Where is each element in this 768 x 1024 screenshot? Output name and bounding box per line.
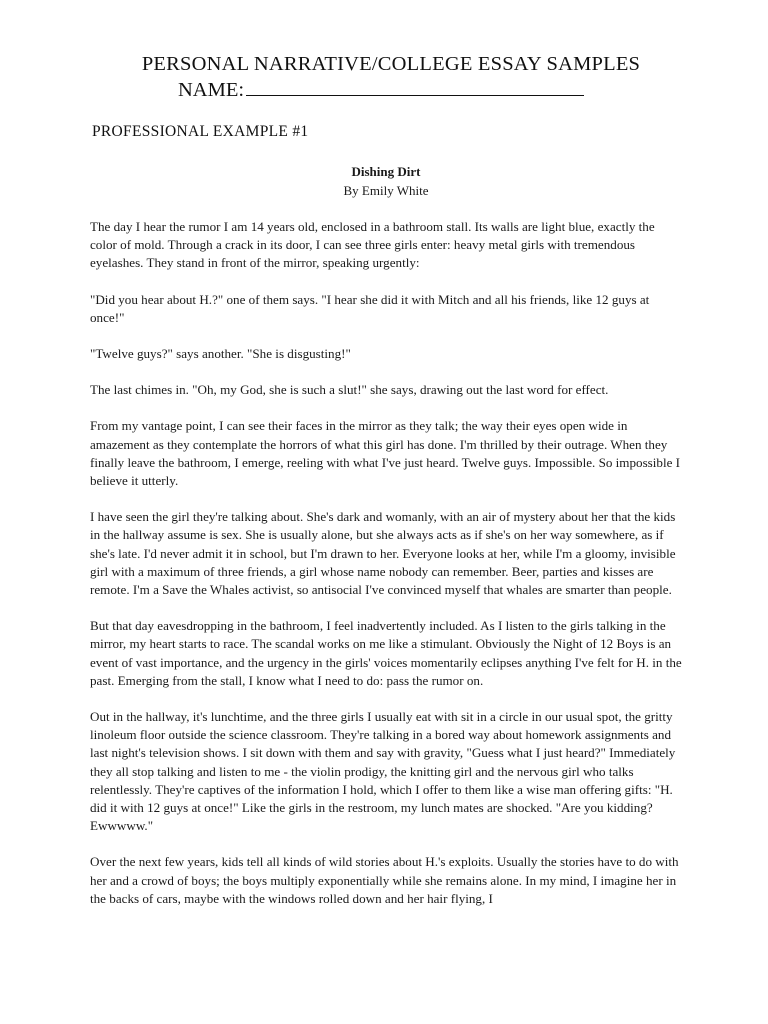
paragraph: But that day eavesdropping in the bathroom, I feel inadvertently included. As I listen to the girls talking in the mirror, my heart starts to race. The scandal works on me like a stimulant. Obviously the Night of 12 Boys is an event of vast importance, and the urgency in the girls' voices momentarily eclipses anything I've felt for H. in the past. Emerging from the stall, I know what I need to do: pass the rumor on. [90,618,682,688]
paragraph: Over the next few years, kids tell all kinds of wild stories about H.'s exploits. Usually the stories have to do with her and a crowd of boys; the boys multiply exponentially while she remains alone. In my mind, I imagine her in the backs of cars, maybe with the windows rolled down and her hair flying, I [90,854,679,906]
essay-body [90,218,682,908]
name-field-line [178,77,682,103]
paragraph: "Did you hear about H.?" one of them says. "I hear she did it with Mitch and all his friends, like 12 guys at once!" [90,291,650,325]
name-label: NAME: [178,79,245,101]
paragraph: The day I hear the rumor I am 14 years old, enclosed in a bathroom stall. Its walls are light blue, exactly the color of mold. Through a crack in its door, I can see three girls enter: heavy metal girls with tremendous eyelashes. They stand in front of the mirror, speaking urgently: [90,219,655,271]
paragraph: From my vantage point, I can see their faces in the mirror as they talk; the way their eyes open wide in amazement as they contemplate the horrors of what this girl has done. I'm thrilled by their outrage. When they finally leave the bathroom, I emerge, reeling with what I've just heard. Twelve guys. Impossible. So impossible I believe it utterly. [90,418,681,489]
paragraph: I have seen the girl they're talking about. She's dark and womanly, with an air of mystery about her that the kids in the hallway assume is sex. She is usually alone, but she always acts as if she's on her way somewhere, as if she's late. I'd never admit it in school, but I'm drawn to her. Everyone looks at her, while I'm a gloomy, invisible girl with a maximum of three friends, a girl whose name nobody can remember. Beer, parties and kisses are remote. I'm a Save the Whales activist, so antisocial I've convinced myself that whales are smarter than people. [90,509,676,598]
paragraph: "Twelve guys?" says another. "She is disgusting!" [90,346,351,362]
essay-title: Dishing Dirt [351,164,421,179]
paragraph: The last chimes in. "Oh, my God, she is such a slut!" she says, drawing out the last word for effect. [90,382,609,398]
name-blank-underline [246,77,584,96]
example-label: PROFESSIONAL EXAMPLE #1 [92,123,309,140]
essay-byline: By Emily White [343,183,429,198]
paragraph: Out in the hallway, it's lunchtime, and the three girls I usually eat with sit in a circle in our usual spot, the gritty linoleum floor outside the science classroom. They're talking in a bored way about homework assignments and last night's television shows. I sit down with them and say with gravity, "Guess what I just heard?" Immediately they all stop talking and listen to me - the violin prodigy, the knitting girl and the nervous girl who talks relentlessly. They're captives of the information I hold, which I offer to them like a wise man offering gifts: "H. did it with 12 guys at once!" Like the girls in the restroom, my lunch mates are shocked. "Are you kidding? Ewwwww." [90,709,676,834]
document-heading: PERSONAL NARRATIVE/COLLEGE ESSAY SAMPLES [141,53,641,75]
